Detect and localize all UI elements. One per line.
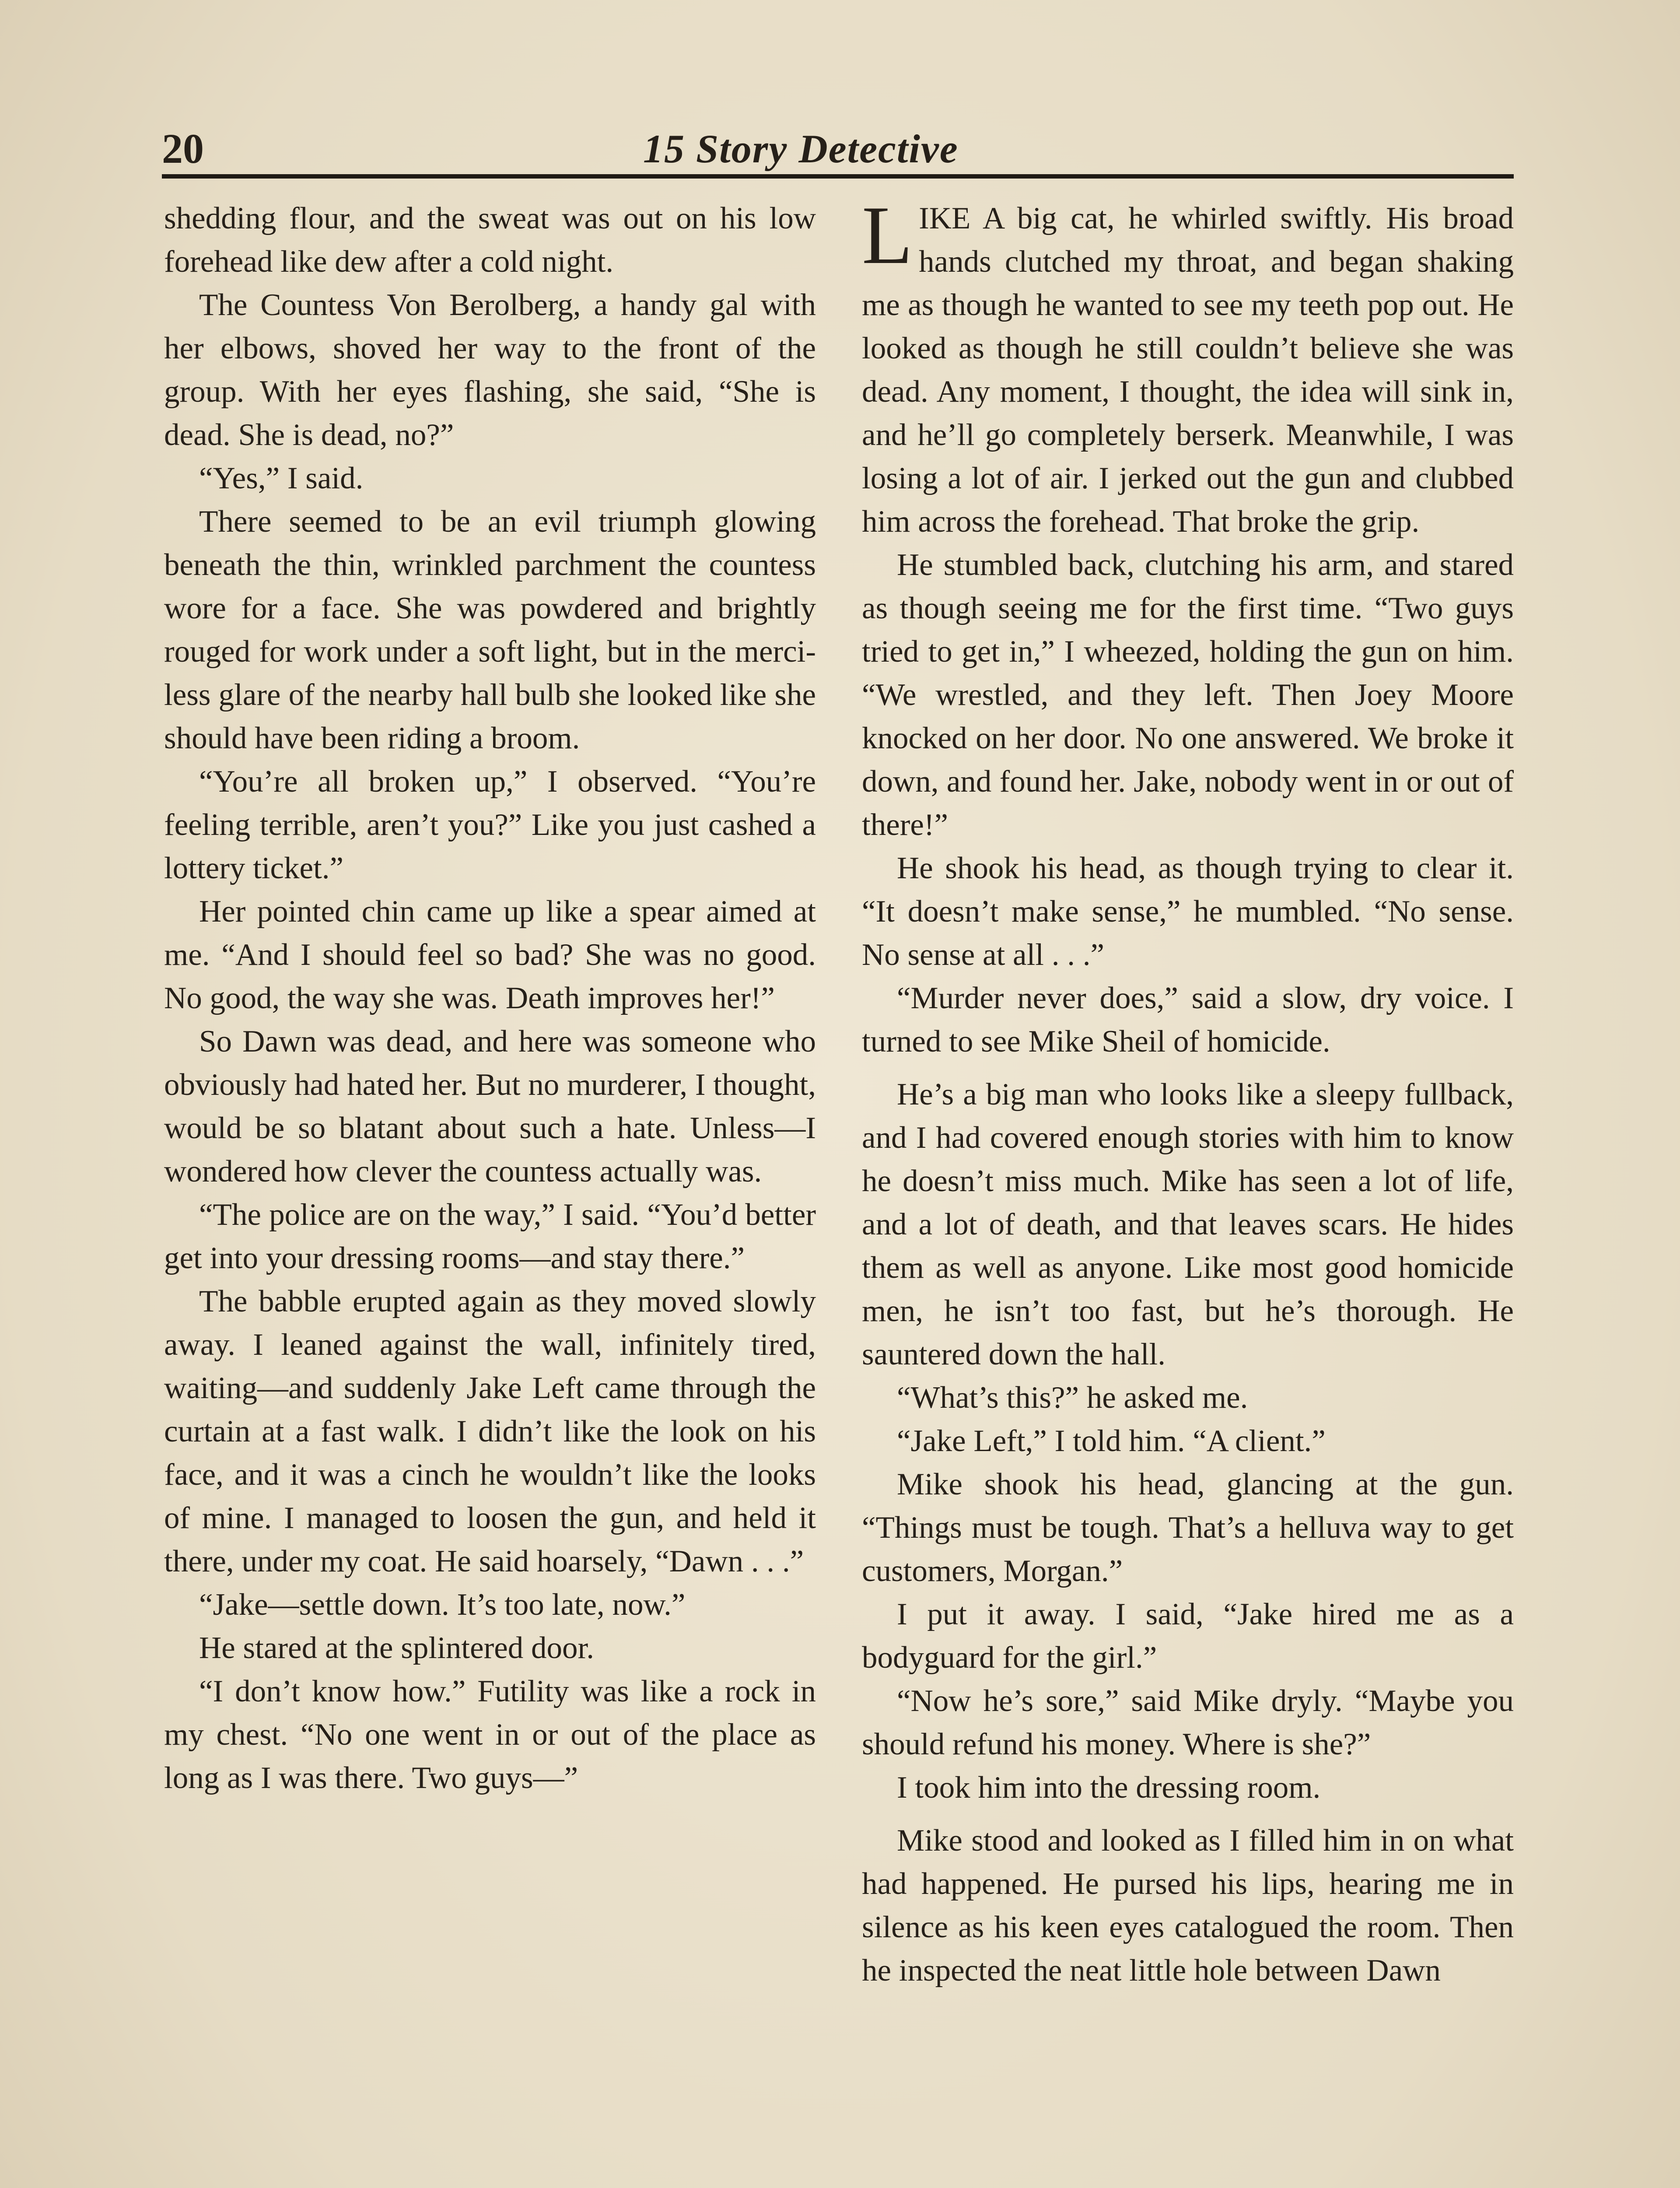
- paragraph: He’s a big man who looks like a sleepy fullback, and I had covered enough stories with him to know he doesn’t miss much. Mike has seen a lot of life, and a lot of death, and that leaves scars. He hides them as well as anyone. Like most good homicide men, he isn’t too fast, but he’s thorough. He sauntered down the hall.: [862, 1077, 1514, 1371]
- paragraph: He shook his head, as though trying to clear it. “It doesn’t make sense,” he mumbled. “No sense. No sense at all . . .”: [862, 851, 1514, 972]
- page-number: 20: [162, 125, 204, 172]
- paragraph: Mike stood and looked as I filled him in on what had happened. He pursed his lips, hearing me in silence as his keen eyes catalogued the room. Then he inspected the neat little hole between Dawn: [862, 1823, 1514, 1988]
- page-header: [162, 123, 1514, 184]
- paragraph: “Yes,” I said.: [199, 461, 364, 495]
- paragraph: “Now he’s sore,” said Mike dryly. “Maybe you should refund his money. Where is she?”: [862, 1684, 1514, 1761]
- paragraph: I put it away. I said, “Jake hired me as a bodyguard for the girl.”: [862, 1597, 1514, 1675]
- drop-cap: L: [862, 189, 913, 281]
- paragraph: There seemed to be an evil triumph glowing beneath the thin, wrinkled parchment the countess wore for a face. She was powdered and brightly rouged for work under a soft light, but in the merciless glare of the nearby hall bulb she looked like she should have been riding a broom.: [164, 505, 816, 755]
- paragraph: So Dawn was dead, and here was someone who obviously had hated her. But no murderer, I thought, would be so blatant about such a hate. Unless—I wondered how clever the countess actually was.: [164, 1024, 816, 1189]
- opening-text: IKE A big cat, he whirled swiftly. His broad hands clutched my throat, and began shaking me as though he wanted to see my teeth pop out. He looked as though he still couldn’t believe she was dead. Any moment, I thought, the idea will sink in, and he’ll go completely berserk. Meanwhile, I was losing a lot of air. I jerked out the gun and clubbed him across the forehead. That broke the grip.: [862, 201, 1514, 539]
- paragraph: I took him into the dressing room.: [897, 1771, 1321, 1805]
- paragraph: The babble erupted again as they moved slowly away. I leaned against the wall, infinitely tired, waiting—and suddenly Jake Left came through the curtain at a fast walk. I didn’t like the look on his face, and it was a cinch he wouldn’t like the looks of mine. I managed to loosen the gun, and held it there, under my coat. He said hoarsely, “Dawn . . .”: [164, 1284, 816, 1578]
- paragraph: “Jake Left,” I told him. “A client.”: [897, 1424, 1326, 1458]
- paragraph: The Countess Von Berolberg, a handy gal with her elbows, shoved her way to the front of the group. With her eyes flashing, she said, “She is dead. She is dead, no?”: [164, 288, 816, 452]
- left-column: [164, 197, 816, 1800]
- running-title: 15 Story Detective: [643, 126, 959, 171]
- paragraph: He stumbled back, clutching his arm, and stared as though seeing me for the first time. “Two guys tried to get in,” I wheezed, holding the gun on him. “We wrestled, and they left. Then Joey Moore knocked on her door. No one answered. We broke it down, and found her. Jake, nobody went in or out of there!”: [862, 548, 1514, 842]
- paragraph: “What’s this?” he asked me.: [897, 1381, 1248, 1415]
- paragraph: “Jake—settle down. It’s too late, now.”: [199, 1588, 686, 1622]
- right-column: [862, 189, 1514, 1992]
- opening-paragraph: [862, 189, 1514, 543]
- header-rule: [162, 174, 1514, 179]
- paragraph: He stared at the splintered door.: [199, 1631, 594, 1665]
- paragraph: Mike shook his head, glancing at the gun. “Things must be tough. That’s a helluva way to get customers, Morgan.”: [862, 1467, 1514, 1588]
- paragraph: Her pointed chin came up like a spear aimed at me. “And I should feel so bad? She was no good. No good, the way she was. Death improves her!”: [164, 894, 816, 1015]
- paragraph: “You’re all broken up,” I observed. “You’re feeling terrible, aren’t you?” Like you just cashed a lottery ticket.”: [164, 764, 816, 885]
- paragraph: shedding flour, and the sweat was out on his low forehead like dew after a cold night.: [164, 201, 816, 279]
- paragraph: “The police are on the way,” I said. “You’d better get into your dressing rooms—and stay there.”: [164, 1198, 816, 1275]
- paragraph: “Murder never does,” said a slow, dry voice. I turned to see Mike Sheil of homicide.: [862, 981, 1514, 1059]
- paragraph: “I don’t know how.” Futility was like a rock in my chest. “No one went in or out of the place as long as I was there. Two guys—”: [164, 1674, 816, 1795]
